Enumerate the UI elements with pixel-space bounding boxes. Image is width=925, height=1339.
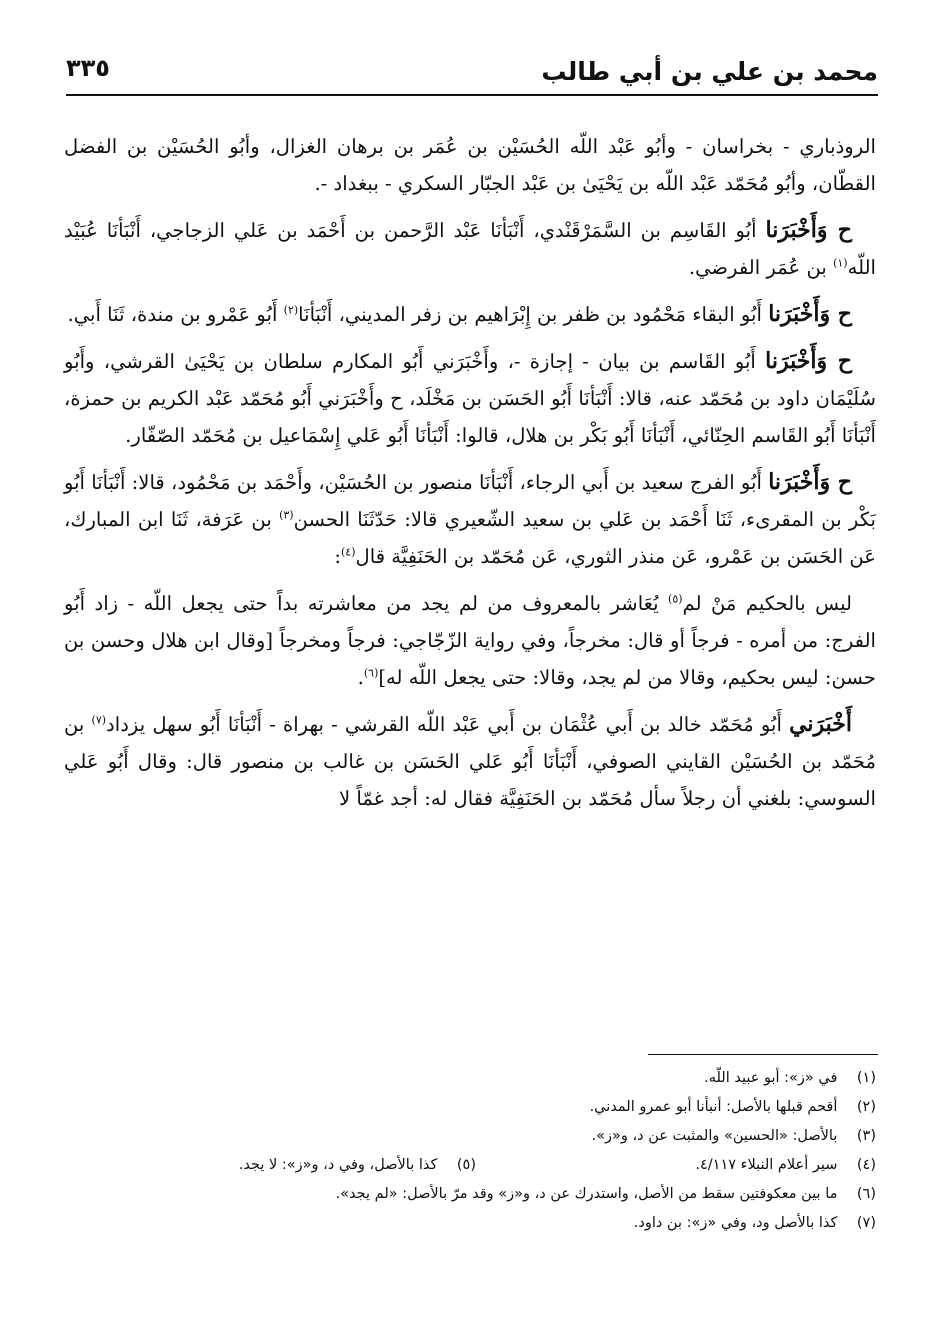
- footnote-3: [592, 1122, 876, 1151]
- footnote-row: [90, 1122, 876, 1151]
- paragraph-text: الروذباري - بخراسان - وأبُو عَبْد اللّه الحُسَيْن بن عُمَر بن برهان الغزال، وأبُو الحُسَيْن بن الفضل القطّان، وأبُو مُحَمّد عَبْد اللّه بن يَحْيَىٰ بن عَبْد الجبّار السكري - ببغداد -.: [64, 135, 876, 195]
- paragraph-text: أَبُو عَمْرو بن مندة، ثَنَا أَبي.: [67, 303, 278, 326]
- footnote-text: كذا بالأصل ود، وفي «ز»: بن داود.: [633, 1215, 838, 1231]
- paragraph-4: [64, 343, 876, 454]
- footnotes: [90, 1064, 876, 1238]
- footnote-number: (٥): [456, 1157, 476, 1173]
- footnote-number: (٤): [856, 1157, 876, 1173]
- footnote-1: [704, 1064, 876, 1093]
- paragraph-text: ليس بالحكيم مَنْ لم: [682, 592, 852, 615]
- footnote-number: (٣): [856, 1128, 876, 1144]
- footnote-ref: (٦): [363, 666, 379, 680]
- footnote-row: [90, 1151, 876, 1180]
- paragraph-1: [64, 128, 876, 202]
- footnote-text: سير أعلام النبلاء ٤/١١٧.: [695, 1157, 838, 1173]
- footnote-number: (٦): [856, 1186, 876, 1202]
- footnote-ref: (٤): [340, 545, 356, 559]
- paragraph-text: أَبُو الفرج سعيد بن أَبي الرجاء، أَنْبَأنَا منصور بن الحُسَيْن، وأَحْمَد بن مَحْمُود، قالا: أَنْبَأنَا أَبُو بَكْر بن المقرىء، ثَنَا أَحْمَد بن عَلي بن سعيد الشّعيري قالا: حَدّثَنَا الحسن: [63, 471, 877, 531]
- footnote-row: [90, 1064, 876, 1093]
- paragraph-text: بن عَرَفة، ثَنَا ابن المبارك، عَن الحَسَن بن عَمْرو، عَن منذر الثوري، عَن مُحَمّد بن الحَنَفِيَّة قال: [64, 508, 876, 568]
- page-number: ٣٣٥: [66, 54, 110, 82]
- footnote-row: [90, 1180, 876, 1209]
- footnote-ref: (٢): [283, 303, 299, 317]
- paragraph-2: [64, 212, 876, 286]
- paragraph-text: بن عُمَر الفرضي.: [688, 256, 827, 279]
- footnote-row: [90, 1209, 876, 1238]
- footnote-text: في «ز»: أبو عبيد اللّه.: [704, 1070, 838, 1086]
- footnote-ref: (٧): [91, 713, 107, 727]
- footnote-ref: (٣): [279, 508, 294, 522]
- footnote-4: [476, 1151, 876, 1180]
- page-header: [66, 44, 878, 96]
- paragraph-7: [64, 706, 876, 817]
- footnote-number: (٢): [856, 1099, 876, 1115]
- paragraph-text: بن مُحَمّد بن الحُسَيْن القايني الصوفي، أَنْبَأنَا أَبُو عَلي الحَسَن بن غالب بن منصور قال: وقال أَبُو عَلي السوسي: بلغني أن رجلاً سأل مُحَمّد بن الحَنَفِيَّة فقال له: أجد غمّاً لا: [64, 713, 876, 810]
- paragraph-lead: ح وَأَخْبَرَنا: [765, 348, 852, 374]
- paragraph-lead: ح وَأَخْبَرَنا: [768, 301, 852, 327]
- footnote-ref: (١): [833, 256, 848, 270]
- running-title: محمد بن علي بن أبي طالب: [541, 57, 878, 86]
- footnote-text: ما بين معكوفتين سقط من الأصل، واستدرك عن د، و«ز» وقد مرّ بالأصل: «لم يجد».: [335, 1186, 838, 1202]
- footnote-number: (١): [856, 1070, 876, 1086]
- paragraph-text: :: [334, 545, 341, 568]
- footnote-divider: [648, 1054, 878, 1055]
- footnote-number: (٧): [856, 1215, 876, 1231]
- paragraph-lead: ح وَأَخْبَرَنا: [765, 217, 852, 243]
- paragraph-3: [64, 296, 876, 333]
- footnote-7: [634, 1209, 876, 1238]
- footnote-ref: (٥): [668, 592, 683, 606]
- footnote-2: [590, 1093, 876, 1122]
- footnote-text: بالأصل: «الحسين» والمثبت عن د، و«ز».: [591, 1128, 838, 1144]
- paragraph-5: [64, 464, 876, 575]
- paragraph-text: أَبُو البقاء مَحْمُود بن ظفر بن إِبْرَاهيم بن زفر المديني، أَنْبَأنَا: [298, 303, 762, 326]
- paragraph-text: .: [357, 666, 364, 689]
- footnote-6: [336, 1180, 876, 1209]
- paragraph-6: [64, 585, 876, 696]
- paragraph-text: يُعَاشر بالمعروف من لم يجد من معاشرته بداً حتى يجعل اللّه - زاد أَبُو الفرج: من أمره - فرجاً أو قال: مخرجاً، وفي رواية الزّجّاجي: فرجاً ومخرجاً [وقال ابن هلال وحسن بن حسن: ليس بحكيم، وقالا من لم يجد، وقالا: حتى يجعل اللّه له]: [64, 592, 876, 689]
- footnote-row: [90, 1093, 876, 1122]
- paragraph-lead: أَخْبَرَني: [789, 711, 853, 737]
- footnote-text: كذا بالأصل، وفي د، و«ز»: لا يجد.: [238, 1157, 438, 1173]
- paragraph-text: أبُو القَاسِم بن السَّمَرْقَنْدي، أَنْبَأنَا عَبْد الرَّحمن بن أَحْمَد بن عَلي الزجاجي، أَنْبَأنَا عُبَيْد اللّه: [64, 219, 876, 279]
- footnote-text: أقحم قبلها بالأصل: أنبأنا أبو عمرو المدني.: [589, 1099, 838, 1115]
- paragraph-lead: ح وَأَخْبَرَنا: [768, 469, 852, 495]
- paragraph-text: أَبُو مُحَمّد خالد بن أَبي عُثْمَان بن أَبي عَبْد اللّه القرشي - بهراة - أَنْبَأنَا أَبُو سهل يزداد: [106, 713, 782, 736]
- main-text: [64, 128, 876, 827]
- footnote-5: [239, 1151, 476, 1180]
- paragraph-text: أَبُو القَاسم بن بيان - إجازة -، وأَخْبَرَني أَبُو المكارم سلطان بن يَحْيَىٰ القرشي، وأَبُو سُلَيْمَان داود بن مُحَمّد عنه، قالا: أَنْبَأنَا أَبُو الحَسَن بن مَخْلَد، ح وأَخْبَرَني أَبُو مُحَمّد عَبْد الكريم بن حمزة، أَنْبَأنَا أَبُو القَاسم الحِنّائي، أَنْبَأنَا أَبُو بَكْر بن هلال، قالوا: أَنْبَأنَا أَبُو عَلي إِسْمَاعيل بن مُحَمّد الصّفّار.: [64, 350, 876, 447]
